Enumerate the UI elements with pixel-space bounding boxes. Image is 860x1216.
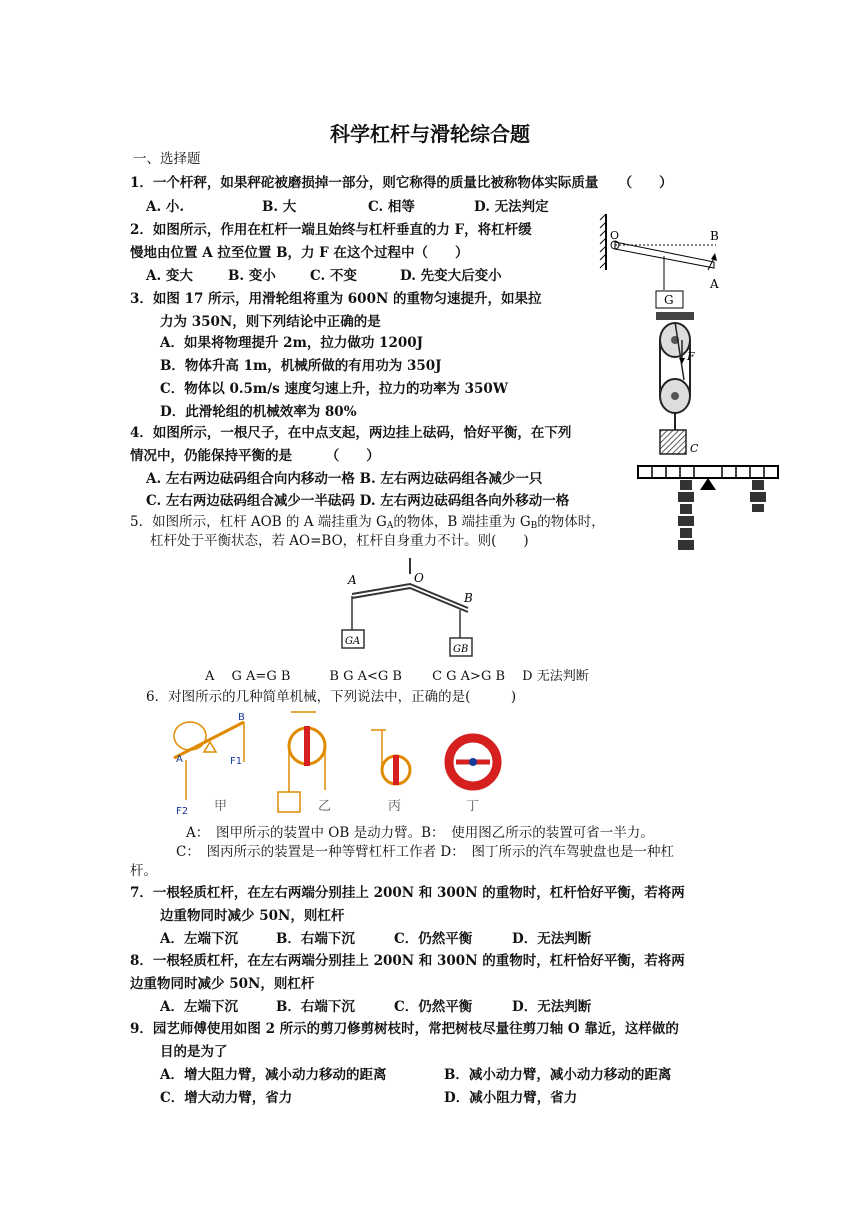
q3-label-c: C xyxy=(690,442,699,455)
q3-label-f: F xyxy=(687,350,695,363)
q8-option-b: B．右端下沉 xyxy=(276,999,355,1015)
q7-option-c: C．仍然平衡 xyxy=(394,931,473,947)
q8-stem-line2: 边重物同时减少 50N，则杠杆 xyxy=(130,976,315,992)
q5-label-gb: GB xyxy=(453,644,469,655)
q2-label-a: A xyxy=(710,277,719,291)
q8-option-d: D．无法判断 xyxy=(512,999,592,1015)
q8-option-c: C．仍然平衡 xyxy=(394,999,473,1015)
q6-figure-yi xyxy=(278,712,331,814)
page-title: 科学杠杆与滑轮综合题 xyxy=(330,122,530,146)
q3-stem-line1: 3．如图 17 所示，用滑轮组将重为 600N 的重物匀速提升，如果拉 xyxy=(130,291,542,307)
q3-option-c: C．物体以 0.5m/s 速度匀速上升，拉力的功率为 350W xyxy=(160,381,508,397)
q4-options-cd: C. 左右两边砝码组合减少一半砝码 D. 左右两边砝码组各向外移动一格 xyxy=(146,493,570,509)
q6-mark-f1: F1 xyxy=(230,756,243,767)
q3-option-b: B．物体升高 1m，机械所做的有用功为 350J xyxy=(160,358,442,374)
q6-label-jia: 甲 xyxy=(214,799,228,814)
q7-option-a: A．左端下沉 xyxy=(160,931,238,947)
q3-option-a: A．如果将物理提升 2m，拉力做功 1200J xyxy=(160,335,424,351)
q4-balance-figure xyxy=(636,462,780,554)
q7-stem-line1: 7．一根轻质杠杆，在左右两端分别挂上 200N 和 300N 的重物时，杠杆恰好平衡，若将两 xyxy=(130,885,685,901)
q2-option-d: D. 先变大后变小 xyxy=(400,268,502,284)
q5-label-b: B xyxy=(464,591,473,605)
q7-option-d: D．无法判断 xyxy=(512,931,592,947)
q6-label-ding: 丁 xyxy=(466,799,480,814)
q1-option-d: D. 无法判定 xyxy=(474,199,549,215)
q6-label-yi: 乙 xyxy=(318,799,332,814)
q5-label-ga: GA xyxy=(345,636,361,647)
q5-stem-line2: 杠杆处于平衡状态，若 AO=BO，杠杆自身重力不计。则( ) xyxy=(150,533,529,549)
q1-stem: 1．一个杆秤，如果秤砣被磨损掉一部分，则它称得的质量比被称物体实际质量 （ ） xyxy=(130,175,673,191)
q5-options: A G A=G B B G A<G B C G A>G B D 无法判断 xyxy=(205,669,589,684)
q2-stem-line1: 2．如图所示，作用在杠杆一端且始终与杠杆垂直的力 F，将杠杆缓 xyxy=(130,222,532,238)
q5-stem-part1: 5．如图所示，杠杆 AOB 的 A 端挂重为 G xyxy=(130,514,387,530)
q2-lever-figure xyxy=(598,210,728,292)
q6-figure-jia xyxy=(174,712,245,817)
q5-label-a: A xyxy=(348,573,357,587)
q9-option-c: C．增大动力臂，省力 xyxy=(160,1090,293,1106)
q6-stem: 6．对图所示的几种简单机械，下列说法中，正确的是( ) xyxy=(146,689,517,705)
q7-option-b: B．右端下沉 xyxy=(276,931,355,947)
q2-weight-box xyxy=(655,290,685,310)
q9-option-d: D．减小阻力臂，省力 xyxy=(444,1090,578,1106)
q6-figure-bing xyxy=(371,730,410,814)
q2-label-g: G xyxy=(664,293,674,307)
q6-mark-a: A xyxy=(176,754,183,765)
q9-stem-line1: 9．园艺师傅使用如图 2 所示的剪刀修剪树枝时，常把树枝尽量往剪刀轴 O 靠近，这样做的 xyxy=(130,1021,679,1037)
q3-pulley-figure xyxy=(640,310,710,468)
q2-option-c: C. 不变 xyxy=(310,268,357,284)
q9-option-a: A．增大阻力臂，减小动力移动的距离 xyxy=(160,1067,387,1083)
q6-mark-b: B xyxy=(238,712,245,723)
q8-stem-line1: 8．一根轻质杠杆，在左右两端分别挂上 200N 和 300N 的重物时，杠杆恰好平衡，若将两 xyxy=(130,953,685,969)
q3-option-d: D．此滑轮组的机械效率为 80% xyxy=(160,404,357,420)
q1-option-c: C. 相等 xyxy=(368,199,415,215)
q1-option-b: B. 大 xyxy=(262,199,297,215)
q6-options-cd: C： 图丙所示的装置是一种等臂杠杆工作者 D： 图丁所示的汽车驾驶盘也是一种杠 xyxy=(176,844,674,860)
q5-stem-part3: 的物体时， xyxy=(537,514,605,530)
q4-stem-line2: 情况中，仍能保持平衡的是 （ ） xyxy=(130,448,380,464)
q5-lever-figure xyxy=(340,556,490,666)
q2-stem-line2: 慢地由位置 A 拉至位置 B，力 F 在这个过程中（ ） xyxy=(130,245,469,261)
q5-label-o: O xyxy=(414,571,424,585)
q3-stem-line2: 力为 350N，则下列结论中正确的是 xyxy=(160,314,381,330)
q7-stem-line2: 边重物同时减少 50N，则杠杆 xyxy=(160,908,345,924)
section-heading: 一、选择题 xyxy=(133,151,201,167)
q9-stem-line2: 目的是为了 xyxy=(160,1044,228,1060)
q1-option-a: A. 小. xyxy=(146,199,185,215)
q6-figure-ding xyxy=(449,738,497,814)
q6-options-ab: A： 图甲所示的装置中 OB 是动力臂。B： 使用图乙所示的装置可省一半力。 xyxy=(186,825,654,841)
q6-mark-f2: F2 xyxy=(176,806,189,817)
q2-label-o: O xyxy=(610,229,620,242)
q5-stem-part2: 的物体，B 端挂重为 G xyxy=(393,514,531,530)
q4-options-ab: A. 左右两边砝码组合向内移动一格 B. 左右两边砝码组各减少一只 xyxy=(146,471,543,487)
q8-option-a: A．左端下沉 xyxy=(160,999,238,1015)
q5-stem-sub-a: A xyxy=(386,521,394,531)
q6-machines-figure xyxy=(166,710,526,820)
q5-stem-sub-b: B xyxy=(530,521,538,531)
q2-option-a: A. 变大 xyxy=(146,268,193,284)
q6-label-bing: 丙 xyxy=(388,799,402,814)
q2-label-b: B xyxy=(710,229,719,243)
q6-options-cd-cont: 杆。 xyxy=(130,863,157,879)
q2-option-b: B. 变小 xyxy=(228,268,276,284)
q9-option-b: B．减小动力臂，减小动力移动的距离 xyxy=(444,1067,672,1083)
q4-stem-line1: 4．如图所示，一根尺子，在中点支起，两边挂上砝码，恰好平衡，在下列 xyxy=(130,425,572,441)
